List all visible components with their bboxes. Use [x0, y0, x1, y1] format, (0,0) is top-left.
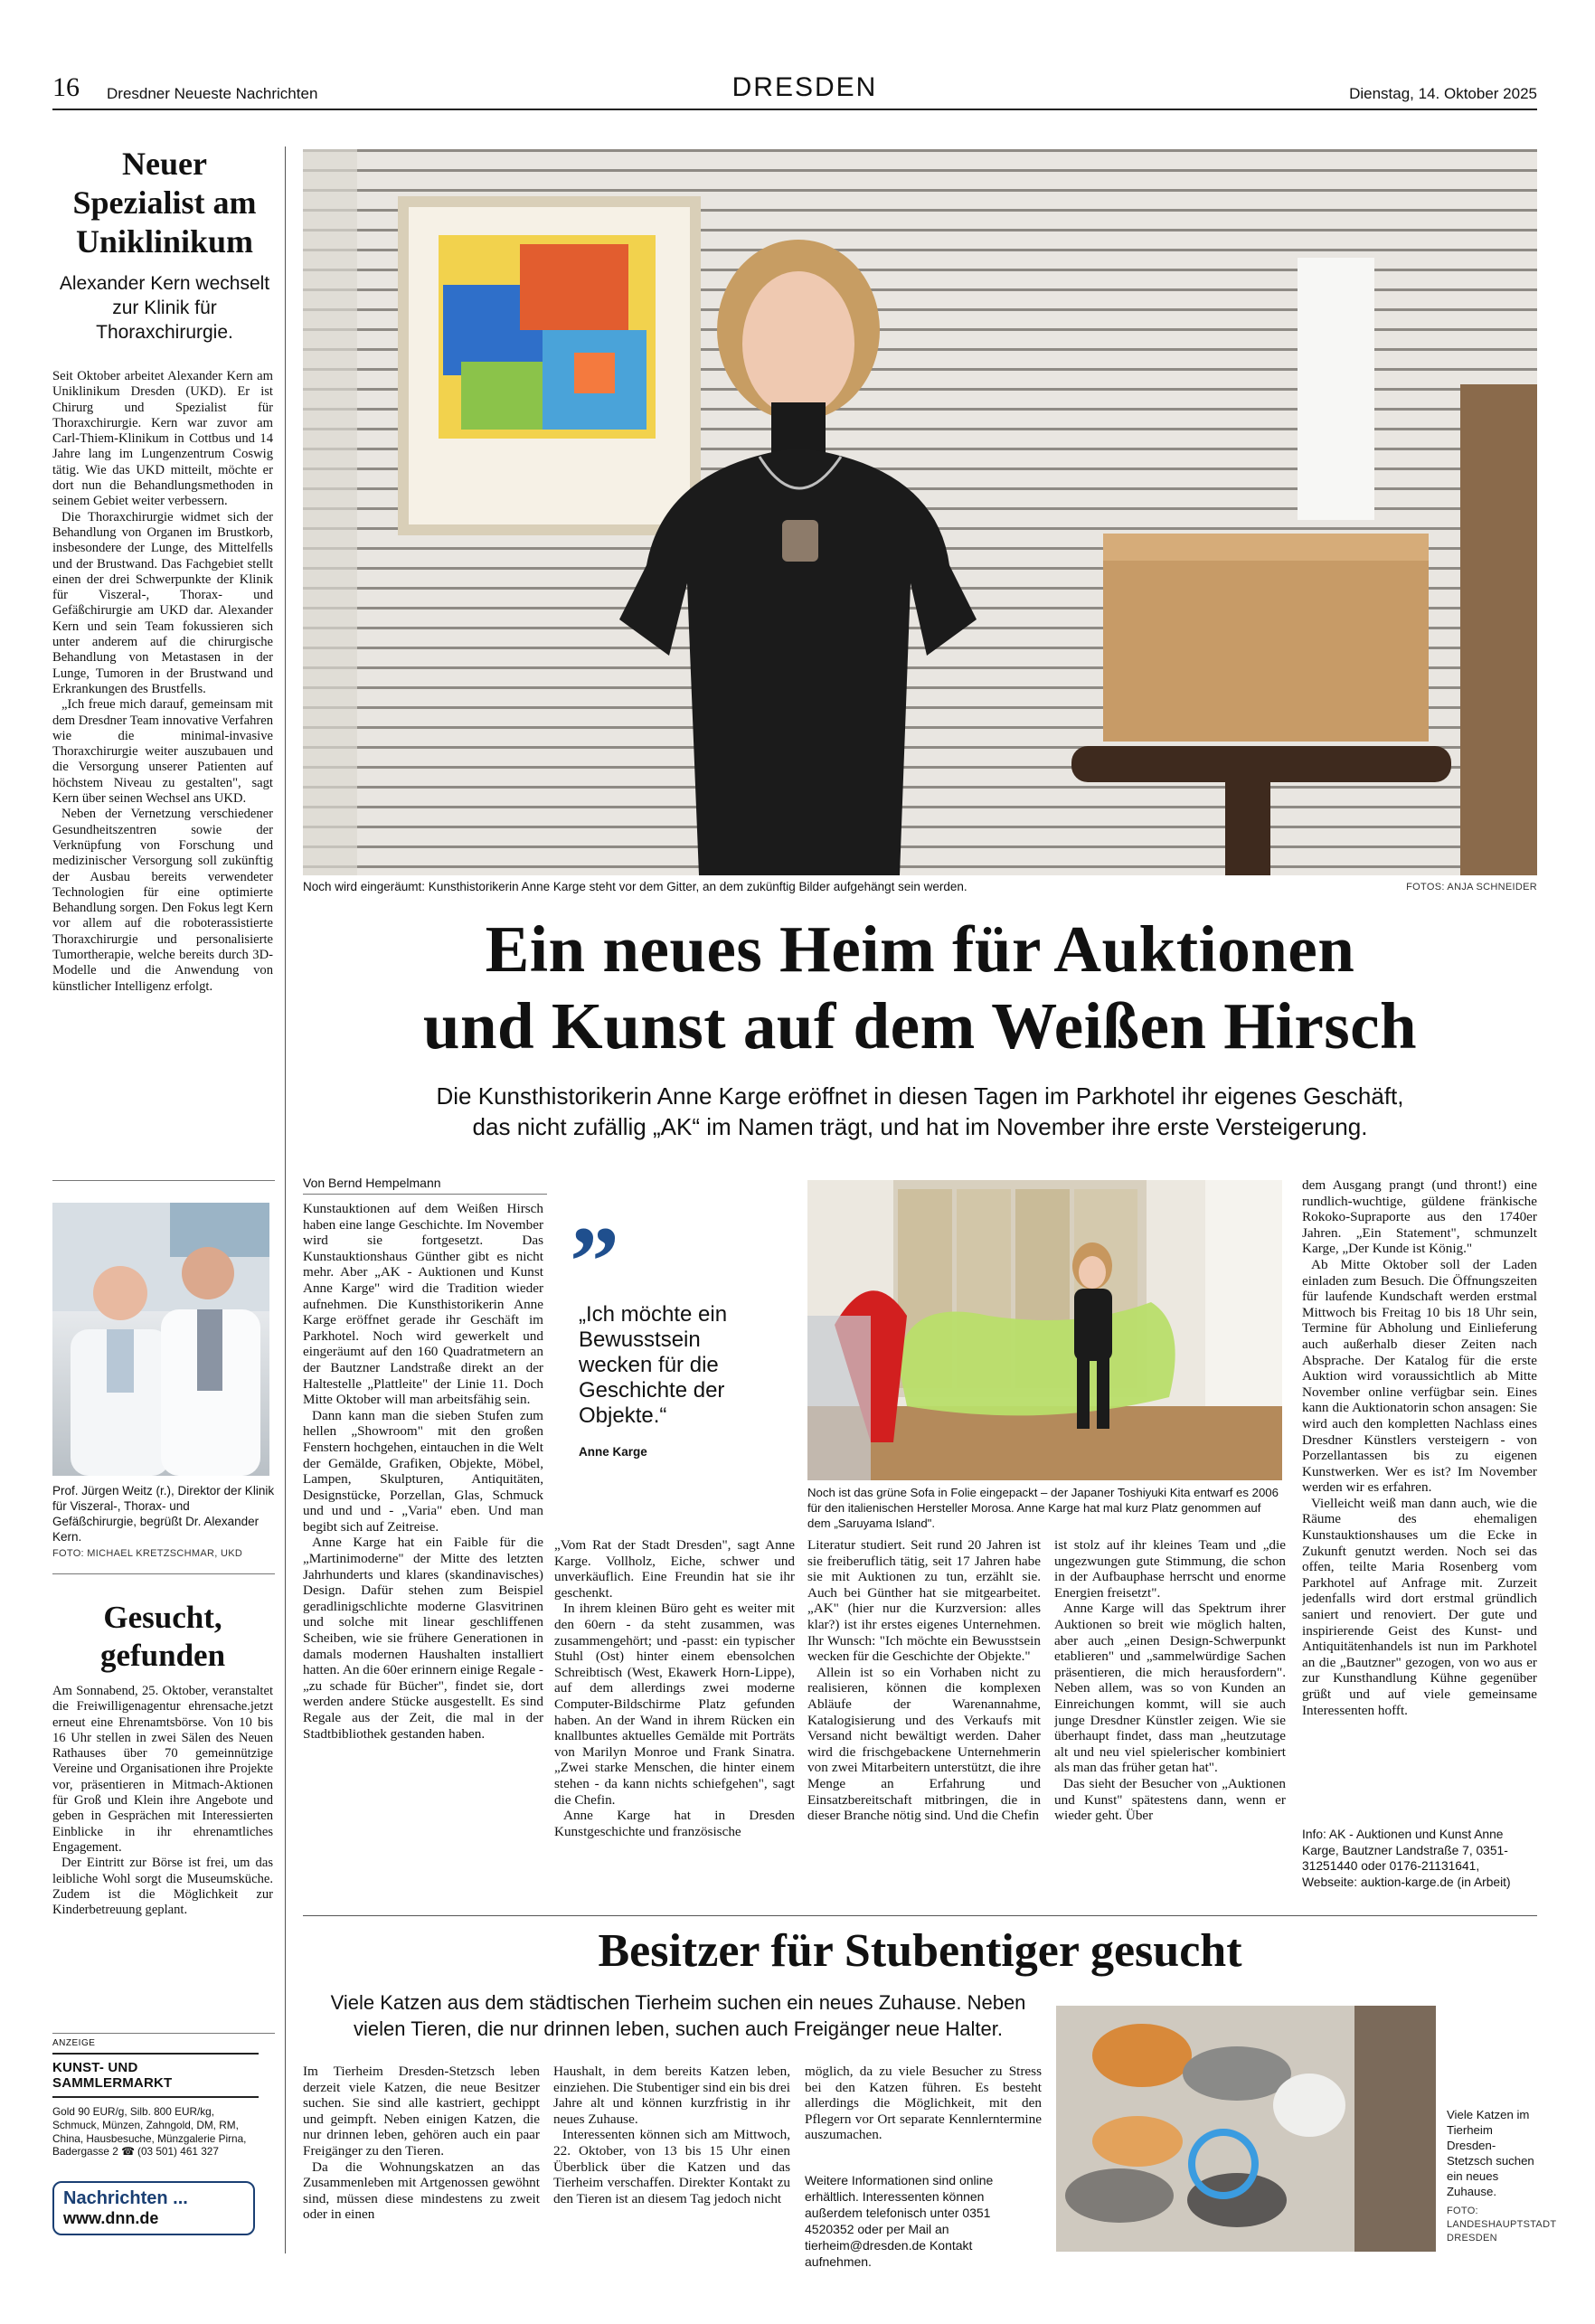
main-photo-illustration — [303, 149, 1537, 875]
sofa-caption: Noch ist das grüne Sofa in Folie eingepackt – der Japaner Toshiyuki Kita entwarf es 2006 für den italienischen Hersteller Morosa. Anne Karge hat mal kurz Platz genommen auf dem „Saruyama Island". — [807, 1486, 1279, 1530]
doctors-credit: FOTO: MICHAEL KRETZSCHMAR, UKD — [52, 1548, 243, 1559]
paragraph: Anne Karge hat ein Faible für die „Martinimoderne" der Mitte des letzten Jahrhunderts und klares (skandinavisches) Design. Dafür stehen zum Beispiel geradlinigschlichte moderne Glasvitrinen und solche mit linear geschliffenen Scheiben, wie sie frühere Generationen in damals modernen Haushalten installiert hatten. An die 60er erinnern einige Regale - „zu schade für Bücher", findet sie, dort werden andere Stücke ausgestellt. Es sind Regale aus der Zeit, die mal in der Stadtbibliothek gestanden haben. — [303, 1535, 543, 1742]
promo-title: Nachrichten ... — [63, 2188, 188, 2208]
paragraph: dem Ausgang prangt (und thront!) eine rundlich-wuchtige, güldene fränkische Rokoko-Supraporte aus den 1740er Jahren. „Ein Statement", schmunzelt Karge, „Der Kunde ist König." — [1302, 1177, 1537, 1257]
brief-body — [52, 1684, 273, 2000]
main-deck-line2: das nicht zufällig „AK“ im Namen trägt, und hat im November ihre erste Versteigerung. — [472, 1113, 1368, 1140]
paragraph: möglich, da zu viele Besucher zu Stress bei den Katzen führen. Es besteht allerdings die Möglichkeit, mit den Pflegern vor Ort separate Kennlerntermine auszumachen. — [805, 2064, 1042, 2143]
pull-quote: „Ich möchte ein Bewusstsein wecken für die Geschichte der Objekte.“ — [579, 1302, 728, 1428]
doctors-illustration — [52, 1203, 269, 1476]
byline-rule — [303, 1194, 547, 1195]
paragraph: Kunstauktionen auf dem Weißen Hirsch haben eine lange Geschichte. Im November wird sie fortgesetzt. Das Kunstauktionshaus Günther gibt es nicht mehr. Aber „AK - Auktionen und Kunst Anne Karge" wird die Tradition wieder aufnehmen. Die Kunsthistorikerin Anne Karge eröffnet gerade ihr Geschäft im Parkhotel. Noch wird gewerkelt und eingeräumt auf den 160 Quadratmetern an der Bautzner Landstraße direkt an der Haltestelle „Plattleite" der Linie 11. Doch Mitte Oktober will man arbeitsfähig sein. — [303, 1201, 543, 1408]
doctors-photo — [52, 1203, 269, 1476]
cat-deck-line2: vielen Tieren, die nur drinnen leben, suchen auch Freigänger neue Halter. — [354, 2017, 1003, 2040]
cat-col-2 — [553, 2064, 790, 2244]
main-info: Info: AK - Auktionen und Kunst Anne Karge, Bautzner Landstraße 7, 0351-31251440 oder 0176-21131641, Webseite: auktion-karge.de (in Arbeit) — [1302, 1828, 1511, 1889]
paragraph: In ihrem kleinen Büro geht es weiter mit den 60ern - da steht zusammen, was zusammengehört; und -passt: ein typischer Stuhl (Ost) hinter einem ebensolchen Schreibtisch (West, Ekawerk Horn-Lippe), auf dem allerdings zwei moderne Computer-Bildschirme Platz gefunden haben. An der Wand in ihrem Rücken ein knallbuntes aktuelles Gemälde mit Porträts von Marilyn Monroe und Frank Sinatra. „Zwei starke Menschen, die hinter einem stehen - da kann nichts schiefgehen", sagt die Chefin. — [554, 1601, 795, 1808]
paragraph: Die Thoraxchirurgie widmet sich der Behandlung von Organen im Brustkorb, insbesondere der Lunge, des Mittelfells und der Brustwand. Das Fachgebiet stellt einen der drei Schwerpunkte der Klinik für Viszeral-, Thorax- und Gefäßchirurgie am UKD dar. Alexander Kern und sein Team fokussieren sich unter anderem auf die chirurgische Behandlung von Metastasen in der Lunge, Tumoren in der Brustwand und Erkrankungen des Brustfells. — [52, 509, 273, 696]
paragraph: Anne Karge will das Spektrum ihrer Auktionen so breit wie möglich halten, aber auch „einen Design-Schwerpunkt etablieren" und „sammelwürdige Sachen präsentieren, die mich herausfordern". Neben allem, was so von Kunden an Einreichungen kommt, will sie auch junge Dresdner Künstler zeigen. Wie sie überhaupt findet, dass man „heutzutage alt und neu viel spielerischer kombiniert als man das früher getan hat". — [1054, 1601, 1286, 1776]
cat-illustration — [1056, 2006, 1436, 2252]
doctors-caption: Prof. Jürgen Weitz (r.), Direktor der Klinik für Viszeral-, Thorax- und Gefäßchirurgie, begrüßt Dr. Alexander Kern. — [52, 1484, 275, 1544]
main-col-2 — [554, 1537, 795, 1904]
sidebar-body — [52, 369, 273, 1174]
paragraph: Im Tierheim Dresden-Stetzsch leben derzeit viele Katzen, die neue Besitzer suchen. Sie sind alle kastriert, gechippt und geimpft. Neben einigen Katzen, die nur drinnen leben, gehören auch ein paar Freigänger zu den Tieren. — [303, 2064, 540, 2159]
main-col-5 — [1302, 1177, 1537, 1810]
paragraph: Dann kann man die sieben Stufen zum hellen „Showroom" mit den großen Fenstern hochgehen, eintauchen in die Welt der Gemälde, Grafiken, Objekte, Möbel, Lampen, Skulpturen, Antiquitäten, Designstücke, Porzellan, Glas, Schmuck und und und - „Varia" eben. Und man begibt sich auf Zeitreise. — [303, 1407, 543, 1535]
brief-headline: Gesucht, gefunden — [99, 1600, 226, 1673]
cat-caption: Viele Katzen im Tierheim Dresden-Stetzsch suchen ein neues Zuhause. — [1447, 2108, 1534, 2198]
cat-photo — [1056, 2006, 1436, 2252]
paragraph: Vielleicht weiß man dann auch, wie die Räume des ehemaligen Kunstauktionshauses um die Ecke in Zukunft genutzt werden. Noch sei das offen, teilte Maria Rosenberg vom Parkhotel auf Anfrage mit. Zurzeit jedenfalls wird dort erstmal gründlich saniert und renoviert. Der gute und inspirierende Geist des Kunst- und Antiquitätenhandels ist nun im Parkhotel an die „Bautzner" gezogen, von wo aus er zur Kunsthandlung Kühne gegenüber grüßt und auf viele gemeinsame Interessenten hofft. — [1302, 1495, 1537, 1718]
section-title: DRESDEN — [731, 72, 878, 102]
main-deck-line1: Die Kunsthistorikerin Anne Karge eröffnet in diesen Tagen im Parkhotel ihr eigenes Geschäft, — [436, 1082, 1404, 1110]
cat-col-3 — [805, 2064, 1042, 2154]
quote-mark: ” — [570, 1206, 619, 1317]
ad-title: KUNST- UND SAMMLERMARKT — [52, 2053, 259, 2098]
main-col-1 — [303, 1201, 543, 1904]
paragraph: Der Eintritt zur Börse ist frei, um das leibliche Wohl sorgt die Museumsküche. Zudem ist die Möglichkeit zur Kinderbetreuung geplant. — [52, 1856, 273, 1918]
paragraph: Da die Wohnungskatzen an das Zusammenleben mit Artgenossen gewöhnt sind, müssen diese mindestens zu zweit oder in einen — [303, 2159, 540, 2223]
main-photo — [303, 149, 1537, 875]
cat-deck-line1: Viele Katzen aus dem städtischen Tierheim suchen ein neues Zuhause. Neben — [330, 1991, 1026, 2014]
article-divider — [303, 1915, 1537, 1916]
paragraph: Ab Mitte Oktober soll der Laden einladen zum Besuch. Die Öffnungszeiten für laufende Kundschaft werden erstmal Mittwoch bis Freitag 10 bis 18 Uhr sein, Termine für Abholung und Einlieferung auch außerhalb dieser Zeiten nach Absprache. Der Katalog für die erste Auktion wird voraussichtlich ab Mitte November online verfügbar sein. Eines kann die Auktionatorin schon ansagen: Sie wird auch den kompletten Nachlass eines Dresdner Künstlers versteigern - von Porzellantassen bis zu eigenen Kunstwerken. Wer es ist? Im November werden wir es erfahren. — [1302, 1256, 1537, 1496]
main-col-3 — [807, 1537, 1041, 1904]
main-headline-line1: Ein neues Heim für Auktionen — [485, 912, 1355, 986]
ad-rule — [52, 2033, 275, 2034]
ad-label: ANZEIGE — [52, 2038, 96, 2048]
cat-info: Weitere Informationen sind online erhältlich. Interessenten können außerdem telefonisch unter 0351 4520352 oder per Mail an tierheim@dresden.de Kontakt aufnehmen. — [805, 2173, 994, 2269]
paper-name: Dresdner Neueste Nachrichten — [107, 85, 318, 102]
paragraph: Seit Oktober arbeitet Alexander Kern am Uniklinikum Dresden (UKD). Er ist Chirurg und Spezialist für Thoraxchirurgie. Kern war zuvor am Carl-Thiem-Klinikum in Cottbus und 14 Jahre lang im Lungenzentrum Coswig tätig. Wie das UKD mitteilt, möchte er dort nun die Behandlungsmethoden in seinem Gebiet weiter verbessern. — [52, 369, 273, 509]
cat-credit: FOTO: LANDESHAUPTSTADT DRESDEN — [1447, 2206, 1557, 2244]
paragraph: Das sieht der Besucher von „Auktionen und Kunst" spätestens dann, wenn er wieder geht. Über — [1054, 1775, 1286, 1824]
paragraph: Haushalt, in dem bereits Katzen leben, einziehen. Die Stubentiger sind ein bis drei Jahre alt und können kurzfristig in ihr neues Zuhause. — [553, 2064, 790, 2127]
sofa-photo — [807, 1180, 1282, 1480]
paragraph: Am Sonnabend, 25. Oktober, veranstaltet die Freiwilligenagentur ehrensache.jetzt erneut eine Ehrenamtsbörse. Von 10 bis 16 Uhr stellen in zwei Sälen des Neuen Rathauses über 70 gemeinnützige Vereine und Organisationen ihre Projekte vor, präsentieren in Mitmach-Aktionen für Groß und Klein ihre Angebote und geben in Gesprächen mit Interessierten Einblicke in ihr ehrenamtliches Engagement. — [52, 1684, 273, 1855]
cat-col-1 — [303, 2064, 540, 2244]
ad-box — [52, 2053, 259, 2159]
sidebar-divider — [285, 146, 286, 2253]
issue-date: Dienstag, 14. Oktober 2025 — [1349, 85, 1537, 102]
sidebar-rule — [52, 1180, 275, 1181]
main-photo-caption: Noch wird eingeräumt: Kunsthistorikerin Anne Karge steht vor dem Gitter, an dem zukünftig Bilder aufgehängt sein werden. — [303, 880, 967, 893]
paragraph: Allein ist so ein Vorhaben nicht zu realisieren, können die komplexen Abläufe der Warenannahme, Katalogisierung und des Verkaufs mit Versand nicht bewältigt werden. Daher wird die frischgebackene Unternehmerin von zwei Mitarbeitern unterstützt, die ihre Menge an Erfahrung und Einsatzbereitschaft mitbringen, die in dieser Branche nötig sind. Und die Chefin — [807, 1664, 1041, 1824]
page-number: 16 — [52, 72, 80, 102]
paragraph: Literatur studiert. Seit rund 20 Jahren ist sie freiberuflich tätig, seit 17 Jahren habe sie mit Auktionen zu tun, erzählt sie. Auch bei Günther hat sie mitgearbeitet. „AK" (hier nur die Kurzversion: alles klar?) ist ihr erstes eigenes Unternehmen. Ihr Wunsch: "Ich möchte ein Bewusstsein wecken für die Geschichte der Objekte." — [807, 1537, 1041, 1665]
main-col-4 — [1054, 1537, 1286, 1904]
paragraph: ist stolz auf ihr kleines Team und „die ungezwungen gute Stimmung, die schon in der Aufbauphase herrscht und enorme Energien freisetzt". — [1054, 1537, 1286, 1601]
pull-quote-author: Anne Karge — [579, 1445, 647, 1459]
cat-headline: Besitzer für Stubentiger gesucht — [598, 1925, 1242, 1977]
paragraph: Anne Karge hat in Dresden Kunstgeschichte und französische — [554, 1808, 795, 1839]
promo-box[interactable] — [52, 2181, 255, 2235]
sidebar-rule — [52, 1573, 275, 1574]
promo-url[interactable]: www.dnn.de — [63, 2209, 159, 2227]
sofa-illustration — [807, 1180, 1282, 1480]
main-headline-line2: und Kunst auf dem Weißen Hirsch — [422, 989, 1418, 1063]
ad-text: Gold 90 EUR/g, Silb. 800 EUR/kg, Schmuck, Münzen, Zahngold, DM, RM, China, Hausbesuche, Münzgalerie Pirna, Badergasse 2 ☎ (03 501) 461 327 — [52, 2105, 247, 2159]
sidebar-subhead: Alexander Kern wechselt zur Klinik für Thoraxchirurgie. — [59, 273, 270, 343]
sidebar-headline: Neuer Spezialist am Uniklinikum — [72, 146, 257, 260]
header-rule — [52, 109, 1537, 110]
paragraph: Interessenten können sich am Mittwoch, 22. Oktober, von 13 bis 15 Uhr einen Überblick über die Katzen und das Tierheim verschaffen. Direkter Kontakt zu den Tieren ist an diesem Tag jedoch nicht — [553, 2127, 790, 2206]
paragraph: „Ich freue mich darauf, gemeinsam mit dem Dresdner Team innovative Verfahren wie die minimal-invasive Thoraxchirurgie weiter auszubauen und die Versorgung unserer Patienten auf höchstem Niveau zu gestalten", sagt Kern über seinen Wechsel ans UKD. — [52, 697, 273, 807]
paragraph: Neben der Vernetzung verschiedener Gesundheitszentren sowie der Verknüpfung von Forschung und medizinischer Versorgung soll zukünftig der Ausbau bereits verwendeter Technologien für eine optimierte Behandlung sorgen. Den Fokus legt Kern vor allem auf die roboterassistierte Thoraxchirurgie und personalisierte Tumortherapie, welche bereits durch 3D-Modelle und die Anwendung von künstlicher Intelligenz erfolgt. — [52, 807, 273, 994]
byline: Von Bernd Hempelmann — [303, 1176, 441, 1190]
paragraph: „Vom Rat der Stadt Dresden", sagt Anne Karge. Vollholz, Eiche, schwer und unverkäuflich. Eine Freundin hat sie ihr geschenkt. — [554, 1537, 795, 1601]
main-photo-credit: FOTOS: ANJA SCHNEIDER — [1406, 882, 1537, 893]
